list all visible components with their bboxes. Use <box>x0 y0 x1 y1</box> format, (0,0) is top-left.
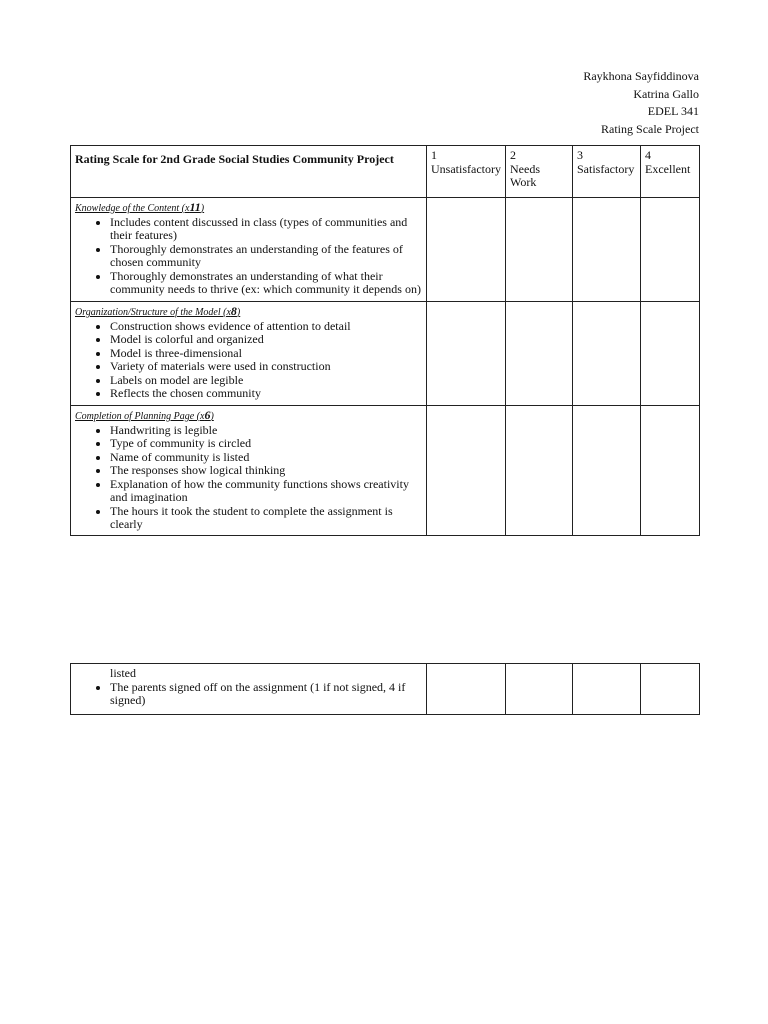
score-label: Excellent <box>645 161 691 176</box>
section-multiplier: 11 <box>189 200 201 214</box>
score-number: 2 <box>510 148 516 162</box>
list-item: • Reflects the chosen community <box>110 387 422 401</box>
author-name-2: Katrina Gallo <box>633 86 699 101</box>
score-number: 1 <box>431 148 437 162</box>
rating-cell[interactable] <box>641 664 700 715</box>
criteria-list <box>75 216 422 297</box>
table-row <box>71 302 700 406</box>
score-label: Needs Work <box>510 161 540 189</box>
section-title <box>75 305 422 320</box>
rating-cell[interactable] <box>506 406 573 536</box>
list-item: • The parents signed off on the assignment (1 if not signed, 4 if signed) <box>110 681 422 708</box>
list-item: • Explanation of how the community functions shows creativity and imagination <box>110 478 422 505</box>
rating-cell[interactable] <box>427 406 506 536</box>
rating-cell[interactable] <box>427 664 506 715</box>
rating-cell[interactable] <box>427 198 506 302</box>
continued-text: listed <box>110 666 136 680</box>
list-item: • Model is colorful and organized <box>110 333 422 347</box>
section-multiplier: 8 <box>230 304 237 318</box>
list-item: • Variety of materials were used in construction <box>110 360 422 374</box>
project-title: Rating Scale Project <box>601 121 699 136</box>
list-item: • Thoroughly demonstrates an understanding of the features of chosen community <box>110 243 422 270</box>
criteria-cell-continued <box>71 664 427 715</box>
section-multiplier: 6 <box>204 408 211 422</box>
list-item: • Type of community is circled <box>110 437 422 451</box>
list-item: • The responses show logical thinking <box>110 464 422 478</box>
score-label: Satisfactory <box>577 161 635 176</box>
criteria-cell-knowledge <box>71 198 427 302</box>
criteria-list <box>75 681 422 708</box>
author-name-1: Raykhona Sayfiddinova <box>583 69 699 83</box>
section-title <box>75 201 422 216</box>
list-item: • The hours it took the student to complete the assignment is clearly <box>110 505 422 532</box>
rating-cell[interactable] <box>573 664 641 715</box>
list-item: • Name of community is listed <box>110 451 422 465</box>
table-row <box>71 198 700 302</box>
rating-cell[interactable] <box>573 198 641 302</box>
rating-cell[interactable] <box>427 302 506 406</box>
criteria-cell-organization <box>71 302 427 406</box>
score-header-4 <box>641 146 700 198</box>
section-title <box>75 409 422 424</box>
rating-scale-table <box>70 145 700 536</box>
table-row <box>71 406 700 536</box>
document-header <box>583 68 699 138</box>
rating-cell[interactable] <box>641 302 700 406</box>
rating-cell[interactable] <box>641 198 700 302</box>
score-header-1 <box>427 146 506 198</box>
score-header-2 <box>506 146 573 198</box>
rating-scale-table-continued <box>70 663 700 715</box>
score-number: 3 <box>577 148 583 162</box>
section-title-text: Knowledge of the Content (x <box>75 203 190 214</box>
criteria-cell-planning <box>71 406 427 536</box>
score-number: 4 <box>645 148 651 162</box>
section-title-close: ) <box>210 411 214 422</box>
course-code: EDEL 341 <box>647 104 699 118</box>
section-title-close: ) <box>200 203 205 214</box>
score-label: Unsatisfactory <box>431 161 501 176</box>
list-item: • Thoroughly demonstrates an understanding of what their community needs to thrive (ex: which community it depends on) <box>110 270 422 297</box>
rating-cell[interactable] <box>573 406 641 536</box>
score-header-3 <box>573 146 641 198</box>
rating-cell[interactable] <box>506 198 573 302</box>
table-title: Rating Scale for 2nd Grade Social Studies Community Project <box>75 152 394 166</box>
section-title-text: Organization/Structure of the Model (x <box>75 307 231 318</box>
rating-cell[interactable] <box>573 302 641 406</box>
list-item: • Includes content discussed in class (types of communities and their features) <box>110 216 422 243</box>
table-title-cell <box>71 146 427 198</box>
criteria-list <box>75 320 422 401</box>
list-item: • Labels on model are legible <box>110 374 422 388</box>
list-item: • Construction shows evidence of attention to detail <box>110 320 422 334</box>
rating-cell[interactable] <box>506 664 573 715</box>
section-title-close: ) <box>236 307 241 318</box>
section-title-text: Completion of Planning Page (x <box>75 411 205 422</box>
criteria-list <box>75 424 422 532</box>
table-row <box>71 664 700 715</box>
list-item: • Handwriting is legible <box>110 424 422 438</box>
list-item: • Model is three-dimensional <box>110 347 422 361</box>
rating-cell[interactable] <box>506 302 573 406</box>
rating-cell[interactable] <box>641 406 700 536</box>
table-header-row <box>71 146 700 198</box>
